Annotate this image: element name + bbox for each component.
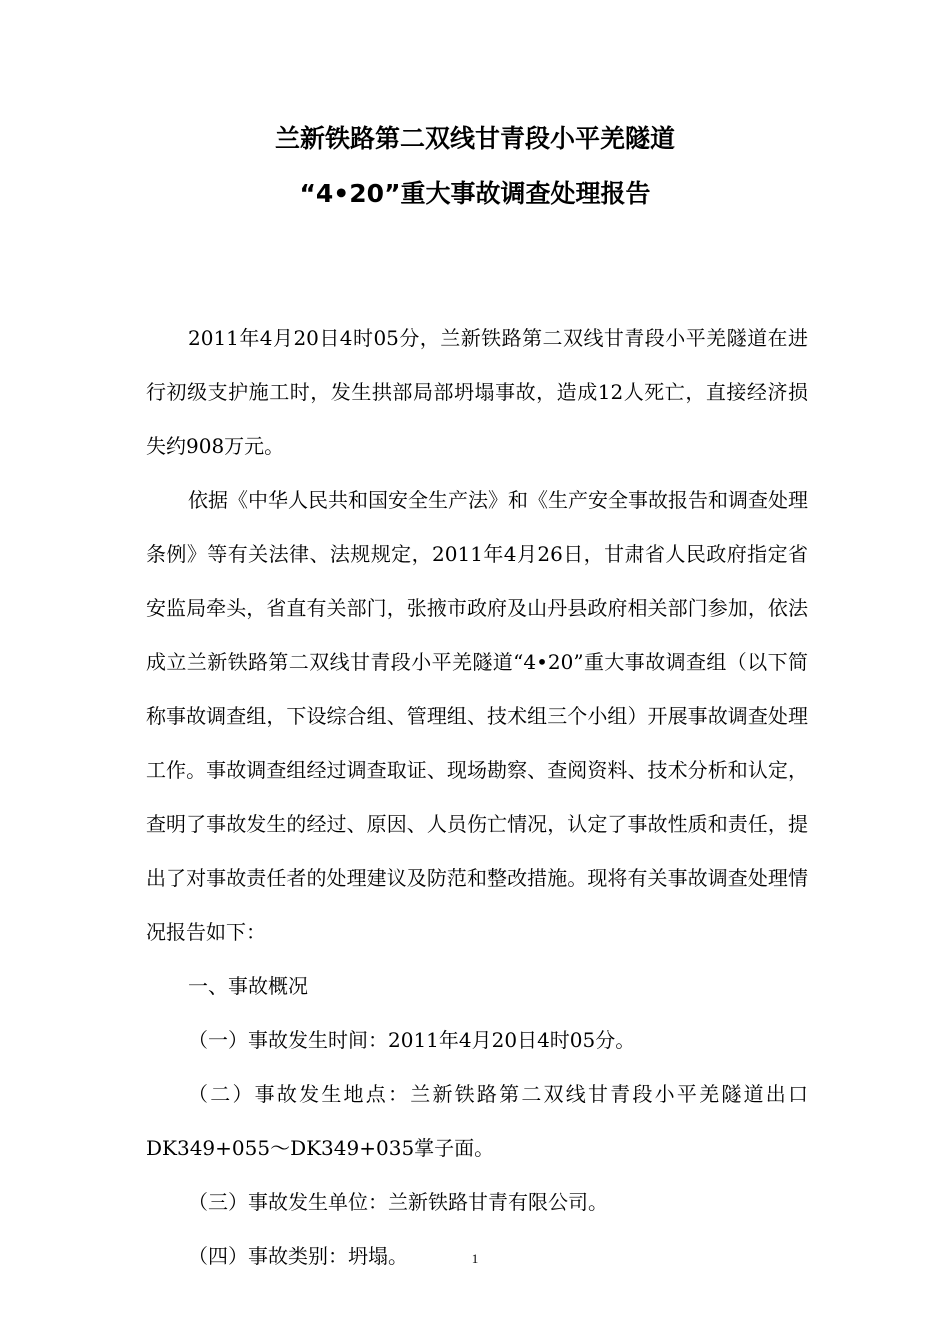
document-body: [146, 311, 808, 1283]
paragraph-accident-location: （二）事故发生地点：兰新铁路第二双线甘青段小平羌隧道出口DK349+055～DK349+035掌子面。: [146, 1082, 808, 1160]
page-number: 1: [471, 1251, 479, 1266]
paragraph-accident-category: （四）事故类别：坍塌。: [188, 1244, 408, 1268]
document-title-line-1: 兰新铁路第二双线甘青段小平羌隧道: [274, 124, 675, 153]
document-title-line-2: “4•20”重大事故调查处理报告: [299, 179, 651, 208]
paragraph-accident-summary: 2011年4月20日4时05分，兰新铁路第二双线甘青段小平羌隧道在进行初级支护施工时，发生拱部局部坍塌事故，造成12人死亡，直接经济损失约908万元。: [146, 326, 808, 458]
section-heading-accident-overview: 一、事故概况: [188, 974, 308, 998]
paragraph-accident-time: （一）事故发生时间：2011年4月20日4时05分。: [188, 1028, 636, 1052]
paragraph-accident-unit: （三）事故发生单位：兰新铁路甘青有限公司。: [188, 1190, 608, 1214]
paragraph-investigation-basis: 依据《中华人民共和国安全生产法》和《生产安全事故报告和调查处理条例》等有关法律、法规规定，2011年4月26日，甘肃省人民政府指定省安监局牵头，省直有关部门，张掖市政府及山丹县政府相关部门参加，依法成立兰新铁路第二双线甘青段小平羌隧道“4•20”重大事故调查组（以下简称事故调查组，下设综合组、管理组、技术组三个小组）开展事故调查处理工作。事故调查组经过调查取证、现场勘察、查阅资料、技术分析和认定，查明了事故发生的经过、原因、人员伤亡情况，认定了事故性质和责任，提出了对事故责任者的处理建议及防范和整改措施。现将有关事故调查处理情况报告如下：: [146, 488, 808, 944]
